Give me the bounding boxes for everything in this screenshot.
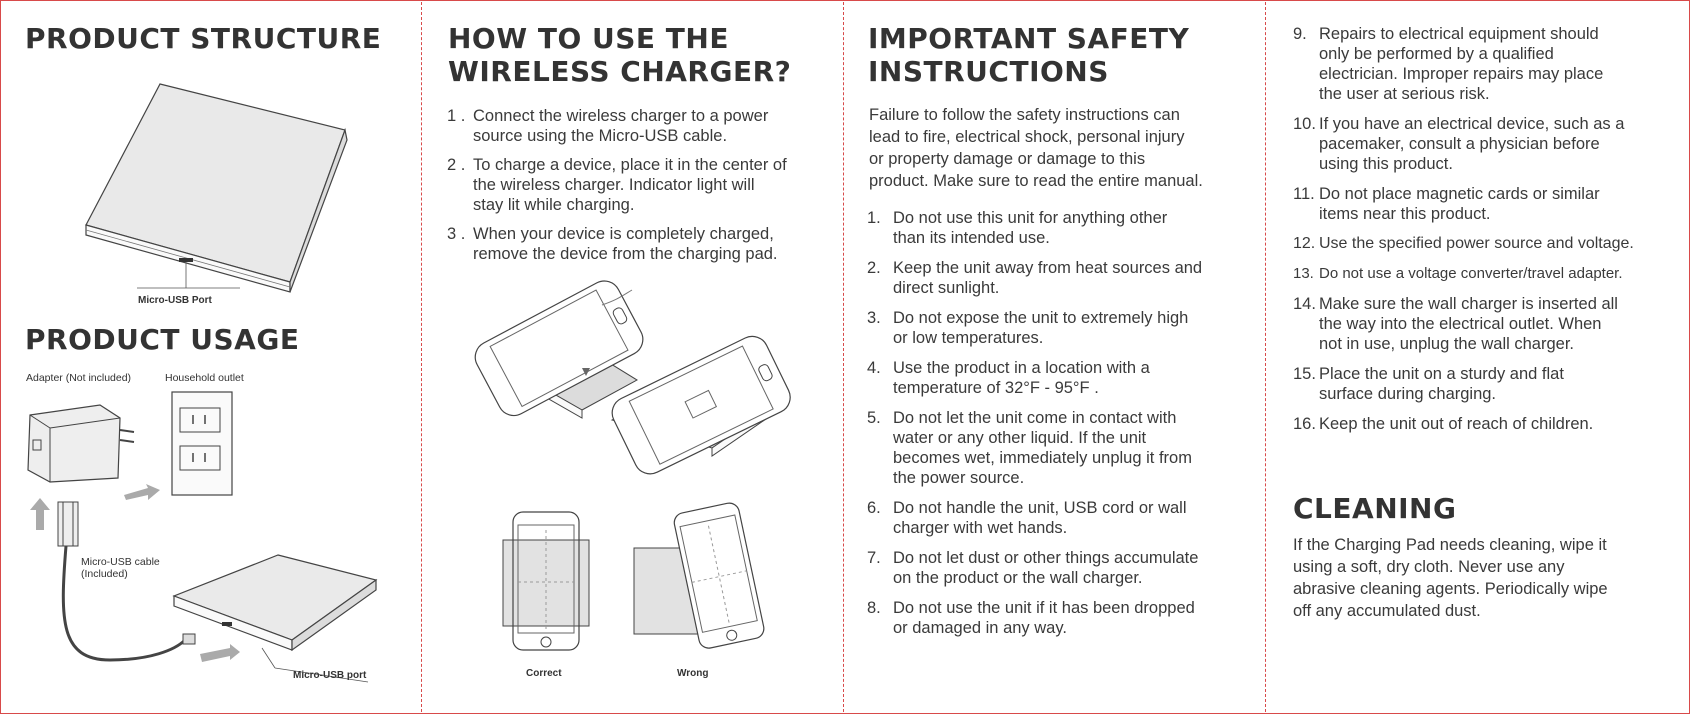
safety-item: 9. Repairs to electrical equipment should only be performed by a qualified electrician. Improper repairs may place the user at serious risk. — [1293, 25, 1604, 103]
safety-item: 6. Do not handle the unit, USB cord or wall charger with wet hands. — [867, 499, 1187, 537]
structure-port-label: Micro-USB Port — [138, 295, 212, 306]
safety-heading-line1: IMPORTANT SAFETY — [868, 22, 1190, 55]
cleaning-heading: CLEANING — [1293, 492, 1457, 525]
column-safety — [844, 0, 1265, 714]
wrong-label: Wrong — [677, 668, 709, 679]
cable-label: Micro-USB cable — [81, 556, 160, 568]
safety-item: 8. Do not use the unit if it has been dropped or damaged in any way. — [867, 599, 1195, 637]
safety-list-continued — [1293, 24, 1688, 434]
adapter-label: Adapter (Not included) — [26, 372, 132, 384]
safety-item: 2. Keep the unit away from heat sources and direct sunlight. — [867, 259, 1203, 297]
usage-illustration — [0, 0, 421, 714]
safety-item: 7. Do not let dust or other things accumulate on the product or the wall charger. — [867, 549, 1199, 587]
howto-step: 2 . To charge a device, place it in the center of the wireless charger. Indicator light will stay lit while charging. — [447, 156, 787, 214]
column-product — [0, 0, 421, 714]
howto-step: 3 . When your device is completely charged, remove the device from the charging pad. — [447, 225, 778, 263]
product-usage-heading: PRODUCT USAGE — [25, 323, 300, 356]
howto-heading-line1: HOW TO USE THE — [448, 22, 729, 55]
safety-item: 16. Keep the unit out of reach of children. — [1293, 415, 1594, 433]
safety-item: 4. Use the product in a location with a temperature of 32°F - 95°F . — [867, 359, 1150, 397]
safety-item: 5. Do not let the unit come in contact with water or any other liquid. If the unit becomes wet, immediately unplug it from the power source. — [867, 409, 1192, 487]
safety-item: 14. Make sure the wall charger is inserted all the way into the electrical outlet. When not in use, unplug the wall charger. — [1293, 295, 1618, 353]
correct-label: Correct — [526, 668, 562, 679]
usage-port-label: Micro-USB port — [293, 670, 367, 681]
safety-item: 1. Do not use this unit for anything other than its intended use. — [867, 209, 1168, 247]
column-safety-continued — [1266, 0, 1688, 714]
column-howto — [422, 0, 843, 714]
phone-placement-illustration — [422, 0, 843, 714]
safety-item: 13. Do not use a voltage converter/travel adapter. — [1293, 265, 1623, 282]
howto-step: 1 . Connect the wireless charger to a power source using the Micro-USB cable. — [447, 107, 769, 145]
howto-heading-line2: WIRELESS CHARGER? — [448, 55, 792, 88]
safety-list — [867, 208, 1262, 638]
safety-item: 10. If you have an electrical device, such as a pacemaker, consult a physician before using this product. — [1293, 115, 1625, 173]
outlet-label: Household outlet — [165, 372, 244, 384]
cable-label-included: (Included) — [81, 568, 128, 580]
safety-item: 15. Place the unit on a sturdy and flat surface during charging. — [1293, 365, 1564, 403]
safety-item: 11. Do not place magnetic cards or similar items near this product. — [1293, 185, 1600, 223]
cleaning-text: If the Charging Pad needs cleaning, wipe it using a soft, dry cloth. Never use any abrasive cleaning agents. Periodically wipe off any accumulated dust. — [1293, 536, 1608, 620]
product-structure-heading: PRODUCT STRUCTURE — [25, 22, 382, 55]
safety-intro: Failure to follow the safety instructions can lead to fire, electrical shock, personal injury or property damage or damage to this product. Make sure to read the entire manual. — [869, 106, 1203, 190]
safety-item: 3. Do not expose the unit to extremely high or low temperatures. — [867, 309, 1189, 347]
safety-item: 12. Use the specified power source and voltage. — [1293, 235, 1634, 252]
safety-heading-line2: INSTRUCTIONS — [868, 55, 1109, 88]
